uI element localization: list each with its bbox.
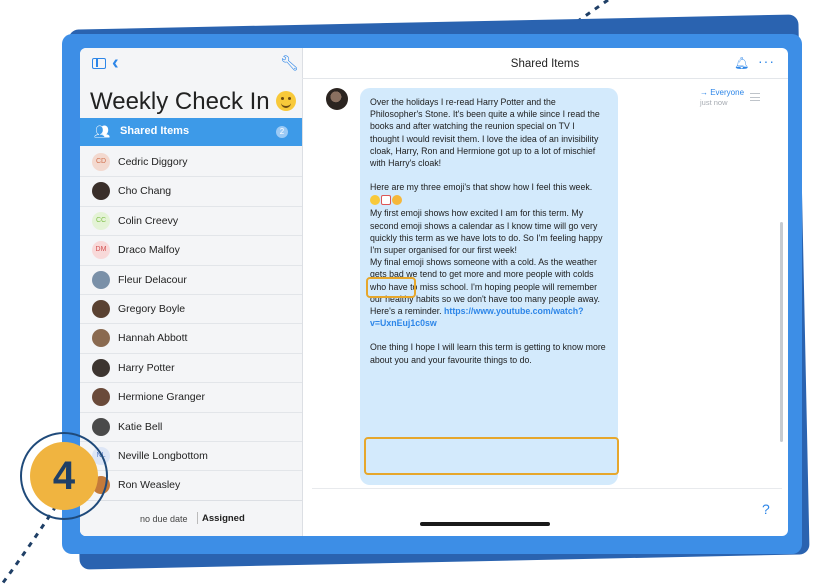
student-name: Draco Malfoy: [118, 244, 180, 257]
student-list-item[interactable]: [80, 295, 302, 324]
student-list-item[interactable]: [80, 442, 302, 471]
avatar: [92, 388, 110, 406]
student-list-item[interactable]: [80, 383, 302, 412]
recipient-label[interactable]: → Everyone: [700, 88, 745, 97]
composer-divider: [312, 488, 782, 489]
calendar-emoji-icon: [381, 195, 391, 205]
sidebar-footer: [80, 500, 302, 536]
app-screen: [80, 48, 788, 536]
student-name: Harry Potter: [118, 361, 175, 374]
student-list-item[interactable]: [80, 354, 302, 383]
message-paragraph: Here are my three emoji's that show how I feel this week.: [370, 182, 593, 193]
back-chevron-icon[interactable]: ‹: [112, 52, 119, 74]
emoji-highlight-box: [366, 277, 416, 298]
timestamp: just now: [700, 98, 728, 107]
wrench-icon[interactable]: 🔧︎: [280, 55, 300, 72]
student-name: Ron Weasley: [118, 479, 181, 492]
student-list-item[interactable]: [80, 324, 302, 353]
main-header: [302, 48, 788, 79]
student-list-item[interactable]: [80, 207, 302, 236]
student-list-item[interactable]: [80, 177, 302, 206]
student-list-item[interactable]: [80, 148, 302, 177]
student-name: Cedric Diggory: [118, 156, 188, 168]
item-menu-icon[interactable]: [750, 93, 760, 104]
activity-title: Weekly Check In: [90, 88, 296, 116]
shared-items-label: Shared Items: [120, 125, 190, 137]
main-panel: [302, 48, 788, 536]
avatar: [92, 329, 110, 347]
sidebar: [80, 48, 303, 536]
sidebar-item-shared-items[interactable]: [80, 118, 302, 146]
message-paragraph: My first emoji shows how excited I am for this term. My second emoji shows a calendar as I know time will go very quickly this term as we have lots to do. So I'm feeling happy I'm super organised for our first week! My final emoji shows someone with a cold. As the weather gets bad we tend to get more and more people with colds who have to miss school. I'm hoping people will remember our healthy habits so we don't have too many people away. Here's a reminder. https://www.youtube.com/watch?v=UxnEuj1c0sw: [370, 208, 603, 329]
avatar: [92, 359, 110, 377]
bell-icon[interactable]: 🔔︎: [734, 56, 750, 70]
student-list-item[interactable]: [80, 413, 302, 442]
youtube-link[interactable]: https://www.youtube.com/watch?v=UxnEuj1c0sw: [370, 306, 584, 329]
sidebar-toolbar: [92, 52, 300, 76]
step-number-badge: 4: [30, 442, 98, 510]
avatar: [92, 418, 110, 436]
avatar: [326, 88, 348, 110]
scrollbar[interactable]: [780, 222, 783, 442]
student-name: Fleur Delacour: [118, 273, 187, 286]
avatar: [92, 300, 110, 318]
more-options-icon[interactable]: ···: [758, 53, 775, 69]
group-icon: 👥︎: [94, 124, 111, 139]
avatar: [92, 271, 110, 289]
student-name: Hannah Abbott: [118, 332, 188, 345]
avatar: NL: [92, 447, 110, 465]
smiley-emoji-icon: [276, 91, 296, 111]
student-list-item[interactable]: [80, 236, 302, 265]
student-name: Colin Creevy: [118, 214, 179, 227]
link-highlight-box: [364, 437, 619, 475]
excited-emoji-icon: [370, 195, 380, 205]
student-name: Gregory Boyle: [118, 302, 186, 315]
message-paragraph: One thing I hope I will learn this term is getting to know more about you and your favourite things to do.: [370, 342, 606, 365]
student-list: [80, 148, 302, 501]
student-name: Neville Longbottom: [118, 449, 208, 462]
due-date-label[interactable]: no due date: [140, 514, 188, 524]
avatar: CD: [92, 153, 110, 171]
assigned-status[interactable]: Assigned: [202, 513, 245, 524]
student-name: Cho Chang: [118, 185, 172, 198]
help-icon[interactable]: ?: [762, 501, 770, 517]
shared-items-count-badge: 2: [276, 126, 288, 138]
cold-emoji-icon: [392, 195, 402, 205]
avatar: CC: [92, 212, 110, 230]
student-name: Katie Bell: [118, 420, 163, 433]
avatar: [92, 182, 110, 200]
footer-divider: [197, 512, 198, 524]
student-list-item[interactable]: [80, 266, 302, 295]
sidebar-toggle-icon[interactable]: [92, 58, 106, 69]
emoji-row: [370, 193, 606, 207]
page-title: Shared Items: [510, 58, 580, 70]
student-list-item[interactable]: [80, 471, 302, 500]
avatar: DM: [92, 241, 110, 259]
message-paragraph: Over the holidays I re-read Harry Potter and the Philosopher's Stone. It's been quite a while since I read the books and after watching the reunion special on TV I thought I would revisit them. I love the idea of an invisibility cloak, Harry, Ron and Hermione got up to a lot of mischief with Harry's cloak!: [370, 97, 600, 169]
student-name: Hermione Granger: [118, 391, 205, 404]
home-indicator: [420, 522, 550, 526]
